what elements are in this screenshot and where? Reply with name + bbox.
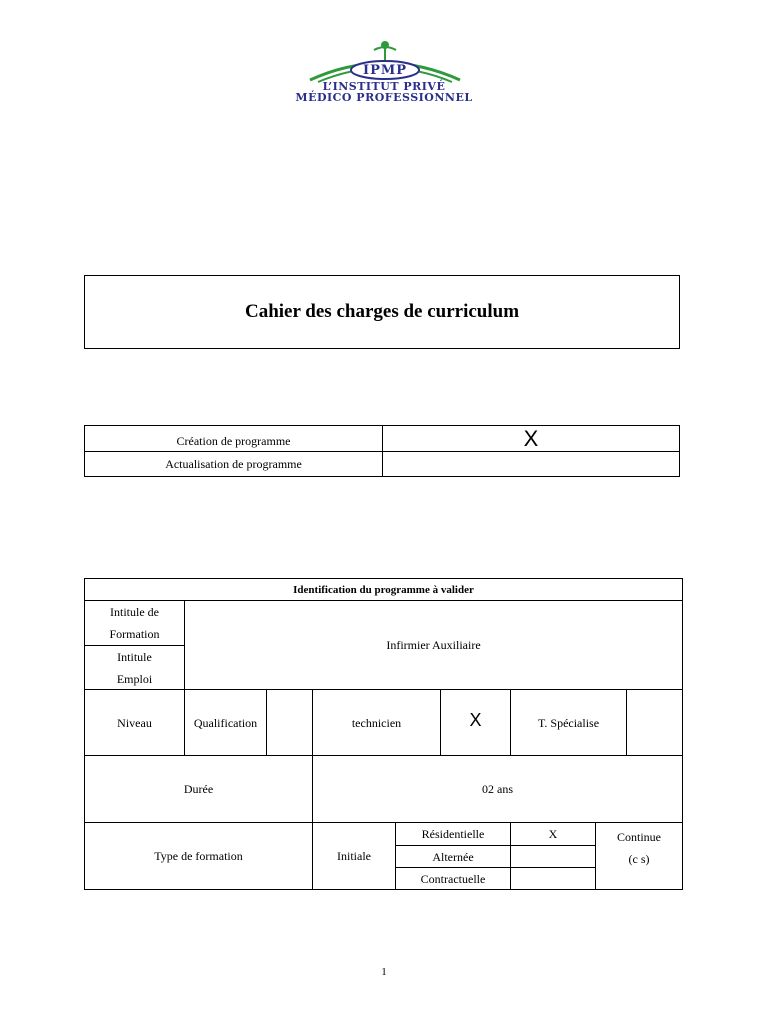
residentielle-mark: X xyxy=(510,822,596,846)
continue-sub: (c s) xyxy=(628,852,650,866)
document-title: Cahier des charges de curriculum xyxy=(244,301,520,322)
logo-line1: L’INSTITUT PRIVÉ xyxy=(322,80,446,93)
contractuelle-mark xyxy=(510,867,596,890)
duree-label: Durée xyxy=(84,755,313,823)
actualisation-mark xyxy=(382,451,680,477)
logo-emblem xyxy=(250,38,520,86)
technicien-label: technicien xyxy=(312,689,441,756)
creation-label: Création de programme xyxy=(84,425,383,452)
niveau-label: Niveau xyxy=(84,689,185,756)
ts-mark xyxy=(626,689,683,756)
identification-header: Identification du programme à valider xyxy=(84,578,683,601)
document-title-box xyxy=(84,275,680,349)
type-formation-label: Type de formation xyxy=(84,822,313,890)
creation-mark: X xyxy=(382,425,680,452)
continue-cell xyxy=(595,822,683,890)
page-number: 1 xyxy=(381,966,387,978)
logo-line2: MÉDICO PROFESSIONNEL xyxy=(295,91,473,104)
technicien-mark: X xyxy=(440,689,511,756)
intitule-value: Infirmier Auxiliaire xyxy=(184,600,683,690)
duree-value: 02 ans xyxy=(312,755,683,823)
ts-label: T. Spécialise xyxy=(510,689,627,756)
actualisation-label: Actualisation de programme xyxy=(84,451,383,477)
qualification-mark xyxy=(266,689,313,756)
logo-acronym: IPMP xyxy=(362,63,408,78)
alternee-mark xyxy=(510,845,596,868)
contractuelle-label: Contractuelle xyxy=(395,867,511,890)
intitule-formation-label: Intitule de Formation xyxy=(84,600,185,646)
initiale-label: Initiale xyxy=(312,822,396,890)
continue-label: Continue xyxy=(617,830,661,844)
residentielle-label: Résidentielle xyxy=(395,822,511,846)
qualification-label: Qualification xyxy=(184,689,267,756)
alternee-label: Alternée xyxy=(395,845,511,868)
intitule-emploi-label: Intitule Emploi xyxy=(84,645,185,690)
